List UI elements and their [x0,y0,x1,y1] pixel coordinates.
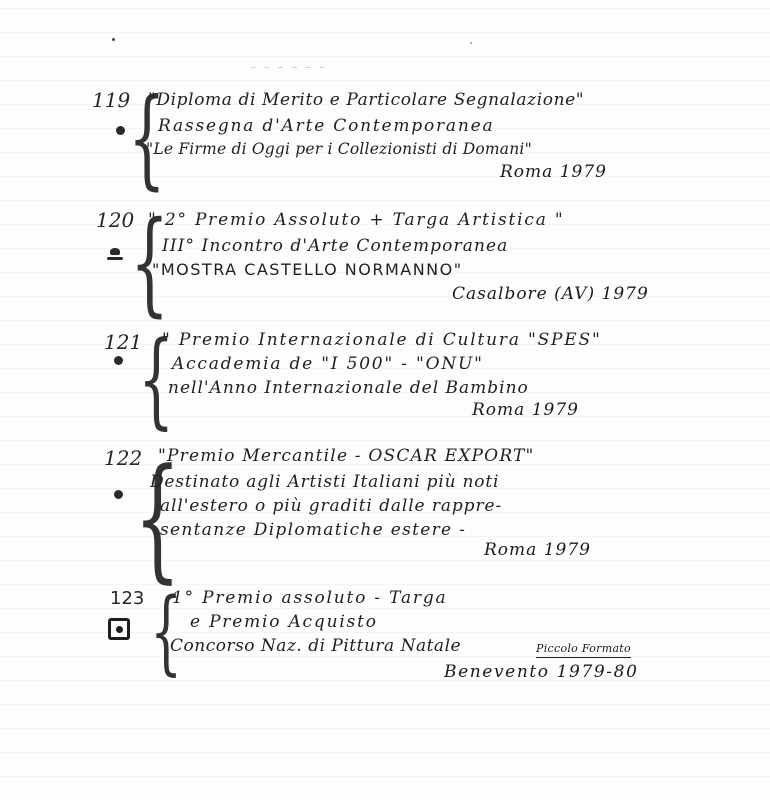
brace-icon: { [138,318,175,440]
entry-122-line-1: "Premio Mercantile - OSCAR EXPORT" [158,446,535,466]
entry-121-place: Roma 1979 [472,400,579,420]
entry-121-line-2: Accademia de "I 500" - "ONU" [172,354,484,374]
entry-number-120: 120 [96,208,135,232]
faint-header-text: – – – – – – [250,60,328,74]
entry-119-place: Roma 1979 [500,162,607,182]
brace-icon: { [128,76,166,201]
entry-119-line-2: Rassegna d'Arte Contemporanea [158,116,495,136]
entry-120-line-1: " 2° Premio Assoluto + Targa Artistica " [148,210,565,230]
entry-123-line-1: 1° Premio assoluto - Targa [172,588,448,608]
person-bullet-icon [110,248,120,255]
entry-122-line-4: sentanze Diplomatiche estere - [160,520,467,540]
brace-icon: { [134,440,181,596]
entry-120-line-3: "MOSTRA CASTELLO NORMANNO" [152,260,463,279]
entry-122-place: Roma 1979 [484,540,591,560]
bullet-dot-icon [116,126,125,135]
entry-119-line-3: "Le Firme di Oggi per i Collezionisti di Domani" [146,140,532,158]
entry-123-line-3: Concorso Naz. di Pittura Natale [170,636,462,656]
entry-121-line-1: " Premio Internazionale di Cultura "SPES" [162,330,602,350]
entry-123-note: Piccolo Formato [536,642,631,658]
boxed-dot-icon [108,618,130,640]
entry-120-line-2: III° Incontro d'Arte Contemporanea [162,236,509,256]
entry-number-121: 121 [104,330,143,354]
entry-number-122: 122 [104,446,143,470]
entry-122-line-2: Destinato agli Artisti Italiani più noti [150,472,500,492]
brace-icon: { [130,198,170,328]
entry-120-place: Casalbore (AV) 1979 [452,284,649,304]
entry-number-123: 123 [110,588,145,609]
entry-119-line-1: "Diploma di Merito e Particolare Segnalazione" [148,90,585,110]
entry-number-119: 119 [92,88,131,112]
entry-122-line-3: all'estero o più graditi dalle rappre- [160,496,503,516]
brace-icon: { [150,578,183,685]
entry-121-line-3: nell'Anno Internazionale del Bambino [168,378,529,398]
bullet-dot-icon [114,490,123,499]
entry-123-place: Benevento 1979-80 [444,662,639,682]
entry-123-line-2: e Premio Acquisto [190,612,378,632]
speck [112,38,115,41]
bullet-dot-icon [114,356,123,365]
speck [470,42,472,44]
